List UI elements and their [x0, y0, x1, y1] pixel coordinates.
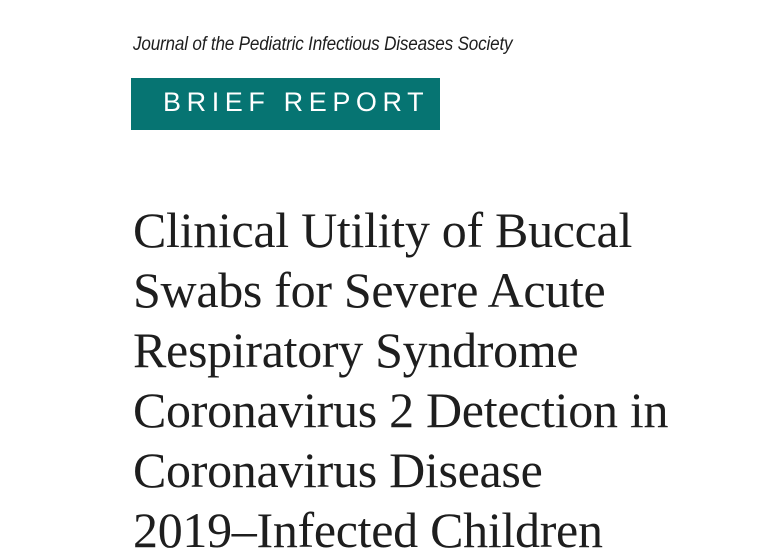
article-title: [133, 200, 668, 560]
title-line-2: Swabs for Severe Acute: [133, 262, 606, 318]
title-line-3: Respiratory Syndrome: [133, 322, 579, 378]
article-type-label: BRIEF REPORT: [163, 87, 430, 117]
journal-name: Journal of the Pediatric Infectious Diseases Society: [133, 34, 513, 55]
title-line-1: Clinical Utility of Buccal: [133, 202, 633, 258]
title-line-6: 2019–Infected Children: [133, 502, 603, 558]
article-type-banner: [131, 78, 440, 130]
title-line-5: Coronavirus Disease: [133, 442, 543, 498]
title-line-4: Coronavirus 2 Detection in: [133, 382, 669, 438]
